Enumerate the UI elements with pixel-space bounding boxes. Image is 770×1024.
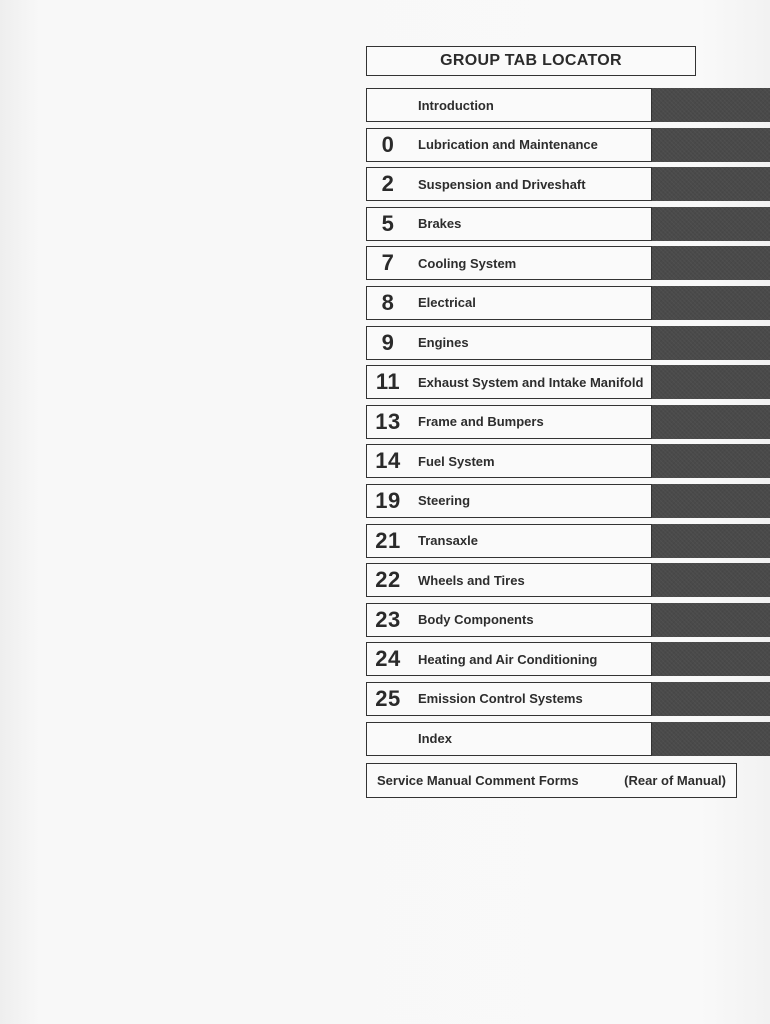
tab-marker-block (652, 326, 770, 360)
tab-label: Fuel System (418, 453, 495, 469)
tab-label: Frame and Bumpers (418, 414, 544, 430)
tab-label: Emission Control Systems (418, 691, 583, 707)
tab-label-box (366, 167, 652, 201)
tab-label: Body Components (418, 612, 534, 628)
tab-label: Introduction (418, 97, 494, 113)
tab-label: Suspension and Driveshaft (418, 176, 586, 192)
tab-number: 25 (375, 685, 401, 711)
comment-forms-location: (Rear of Manual) (624, 773, 726, 788)
tab-number: 8 (381, 289, 395, 315)
tab-number: 9 (381, 329, 395, 355)
tab-label: Index (418, 731, 452, 746)
tab-label-box (366, 207, 652, 241)
tab-marker-block (652, 444, 770, 478)
tab-number: 2 (381, 171, 395, 197)
tab-row-heating[interactable] (366, 642, 770, 676)
tab-label: Engines (418, 335, 469, 351)
tab-marker-block (652, 365, 770, 399)
tab-list (366, 88, 770, 761)
tab-label: Steering (418, 493, 471, 509)
tab-label-box (366, 642, 652, 676)
tab-marker-block (652, 722, 770, 756)
tab-marker-block (652, 603, 770, 637)
tab-label: Cooling System (418, 255, 517, 271)
tab-marker-block (652, 207, 770, 241)
tab-label-box (366, 682, 652, 716)
tab-number: 14 (375, 448, 401, 474)
tab-number: 19 (375, 487, 401, 513)
tab-number: 23 (375, 606, 401, 632)
tab-label-box (366, 365, 652, 399)
tab-row-index[interactable] (366, 722, 770, 756)
tab-marker-block (652, 88, 770, 122)
tab-number: 13 (375, 408, 401, 434)
tab-label-box (366, 603, 652, 637)
tab-marker-block (652, 563, 770, 597)
tab-row-body[interactable] (366, 603, 770, 637)
tab-label-box (366, 128, 652, 162)
tab-label: Transaxle (418, 533, 478, 549)
tab-label-box (366, 88, 652, 122)
tab-label: Wheels and Tires (418, 572, 525, 588)
tab-label-box (366, 444, 652, 478)
tab-number: 22 (375, 567, 401, 593)
tab-row-introduction[interactable] (366, 88, 770, 122)
tab-label-box (366, 722, 652, 756)
tab-label: Lubrication and Maintenance (418, 137, 598, 153)
tab-row-frame[interactable] (366, 405, 770, 439)
tab-marker-block (652, 524, 770, 558)
tab-label-box (366, 563, 652, 597)
tab-label-box (366, 286, 652, 320)
tab-row-fuel[interactable] (366, 444, 770, 478)
tab-row-lubrication[interactable] (366, 128, 770, 162)
tab-row-suspension[interactable] (366, 167, 770, 201)
tab-marker-block (652, 167, 770, 201)
tab-label-box (366, 326, 652, 360)
tab-row-brakes[interactable] (366, 207, 770, 241)
tab-label-box (366, 405, 652, 439)
tab-row-exhaust[interactable] (366, 365, 770, 399)
tab-marker-block (652, 246, 770, 280)
tab-label: Exhaust System and Intake Manifold (418, 374, 644, 390)
comment-forms-label: Service Manual Comment Forms (377, 773, 579, 788)
tab-number: 0 (381, 131, 395, 157)
tab-label-box (366, 484, 652, 518)
tab-marker-block (652, 484, 770, 518)
tab-row-electrical[interactable] (366, 286, 770, 320)
tab-label-box (366, 246, 652, 280)
tab-row-emission[interactable] (366, 682, 770, 716)
tab-row-cooling[interactable] (366, 246, 770, 280)
page-title: GROUP TAB LOCATOR (440, 52, 622, 69)
tab-row-engines[interactable] (366, 326, 770, 360)
tab-marker-block (652, 286, 770, 320)
tab-number: 5 (381, 210, 395, 236)
tab-row-wheels[interactable] (366, 563, 770, 597)
group-tab-locator-header (366, 46, 696, 76)
tab-number: 24 (375, 646, 401, 672)
tab-number: 21 (375, 527, 401, 553)
tab-marker-block (652, 682, 770, 716)
tab-label: Heating and Air Conditioning (418, 651, 598, 667)
tab-marker-block (652, 642, 770, 676)
tab-marker-block (652, 405, 770, 439)
comment-forms-note (366, 763, 737, 798)
tab-number: 11 (375, 369, 401, 395)
tab-row-steering[interactable] (366, 484, 770, 518)
tab-marker-block (652, 128, 770, 162)
tab-label: Electrical (418, 295, 476, 311)
tab-row-transaxle[interactable] (366, 524, 770, 558)
tab-label-box (366, 524, 652, 558)
tab-number: 7 (381, 250, 395, 276)
tab-label: Brakes (418, 216, 462, 232)
